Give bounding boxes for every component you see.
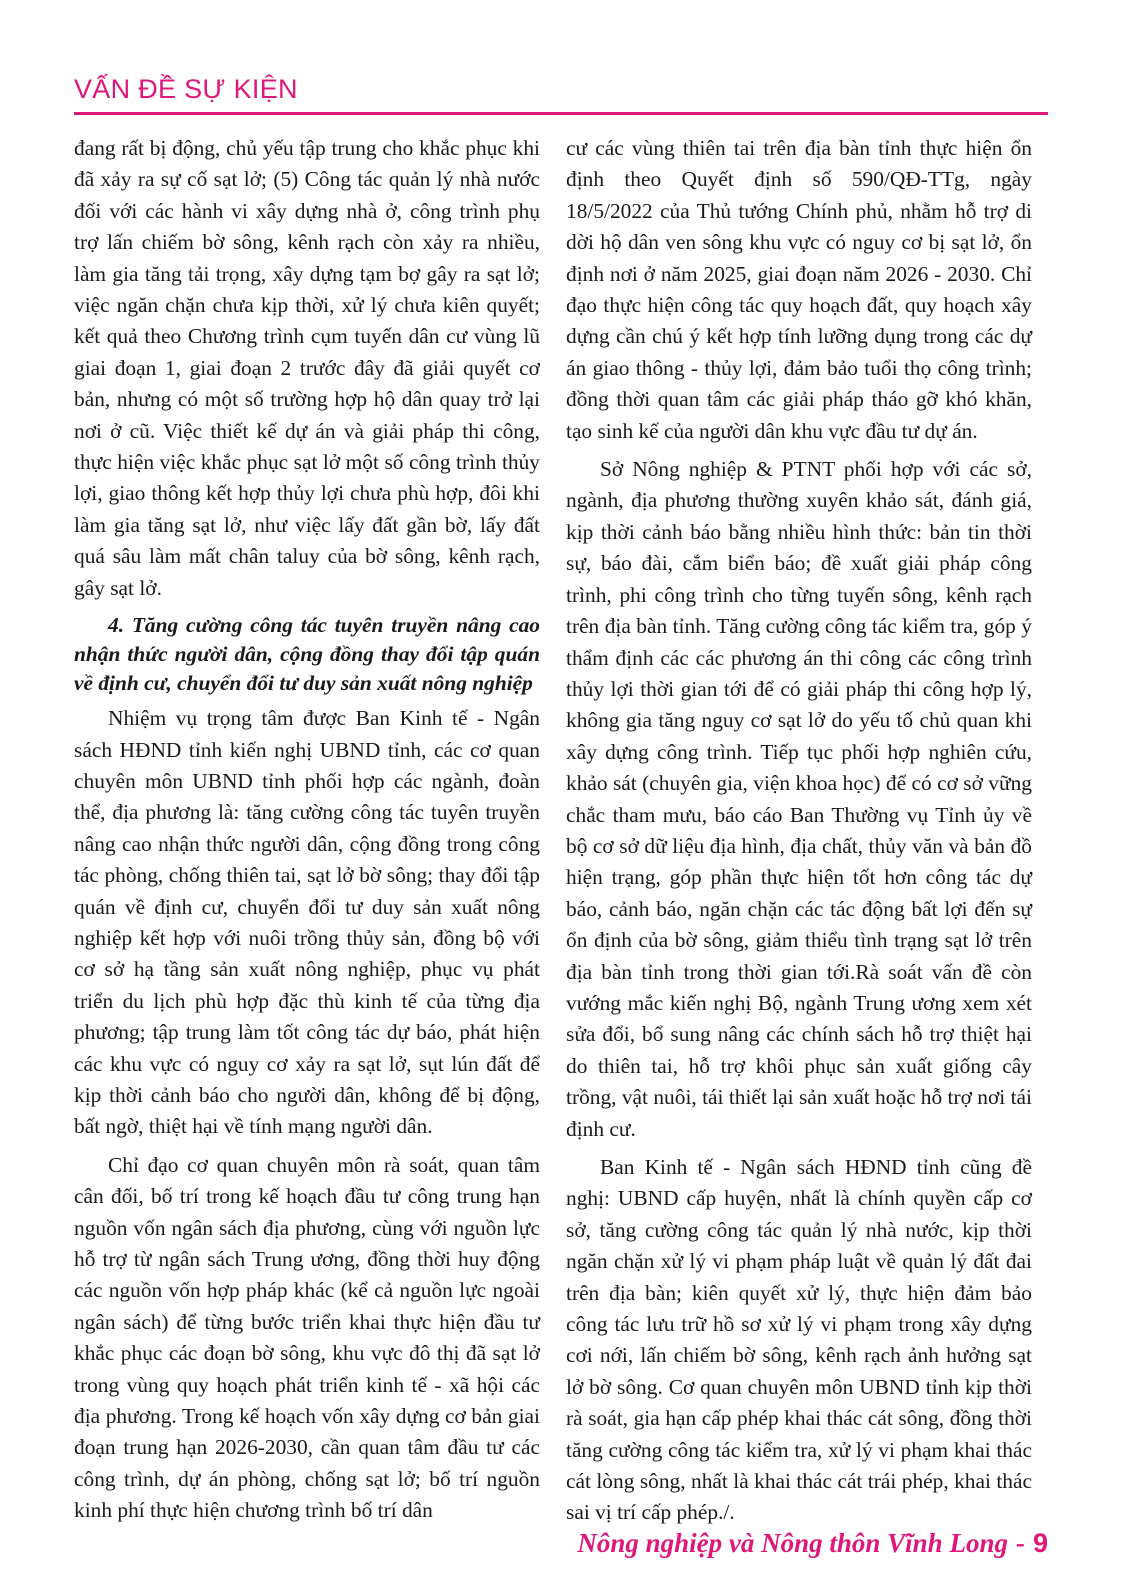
paragraph: Nhiệm vụ trọng tâm được Ban Kinh tế - Ngân sách HĐND tỉnh kiến nghị UBND tỉnh, các cơ quan chuyên môn UBND tỉnh phối hợp các ngành, đoàn thể, địa phương là: tăng cường công tác tuyên truyền nâng cao nhận thức người dân, cộng đồng trong công tác phòng, chống thiên tai, sạt lở bờ sông; thay đổi tập quán về định cư, chuyển đổi tư duy sản xuất nông nghiệp kết hợp với nuôi trồng thủy sản, đồng bộ với cơ sở hạ tầng sản xuất nông nghiệp, phục vụ phát triển du lịch phù hợp đặc thù kinh tế của từng địa phương; tập trung làm tốt công tác dự báo, phát hiện các khu vực có nguy cơ xảy ra sạt lở, sụt lún đất để kịp thời cảnh báo cho người dân, không để bị động, bất ngờ, thiệt hại về tính mạng người dân. [74, 706, 540, 1139]
paragraph: Sở Nông nghiệp & PTNT phối hợp với các sở, ngành, địa phương thường xuyên khảo sát, đánh giá, kịp thời cảnh báo bằng nhiều hình thức: bản tin thời sự, báo đài, cắm biển báo; đề xuất giải pháp công trình, phi công trình cho từng tuyến sông, kênh rạch trên địa bàn tỉnh. Tăng cường công tác kiểm tra, góp ý thẩm định các các phương án thi công các công trình thủy lợi thời gian tới để có giải pháp thi công hợp lý, không gia tăng nguy cơ sạt lở do yếu tố chủ quan khi xây dựng công trình. Tiếp tục phối hợp nghiên cứu, khảo sát (chuyên gia, viện khoa học) để có cơ sở vững chắc tham mưu, báo cáo Ban Thường vụ Tỉnh ủy về bộ cơ sở dữ liệu địa hình, địa chất, thủy văn và bản đồ hiện trạng, góp phần thực hiện tốt hơn công tác dự báo, cảnh báo, ngăn chặn các tác động bất lợi đến sự ổn định của bờ sông, giảm thiểu tình trạng sạt lở trên địa bàn tỉnh trong thời gian tới.Rà soát vấn đề còn vướng mắc kiến nghị Bộ, ngành Trung ương xem xét sửa đổi, bổ sung nâng các chính sách hỗ trợ thiệt hại do thiên tai, hỗ trợ khôi phục sản xuất giống cây trồng, vật nuôi, tái thiết lại sản xuất hoặc hỗ trợ nơi tái định cư. [566, 457, 1032, 1141]
paragraph: Chỉ đạo cơ quan chuyên môn rà soát, quan tâm cân đối, bố trí trong kế hoạch đầu tư công trung hạn nguồn vốn ngân sách địa phương, cùng với nguồn lực hỗ trợ từ ngân sách Trung ương, đồng thời huy động các nguồn vốn hợp pháp khác (kể cả nguồn lực ngoài ngân sách) để từng bước triển khai thực hiện đầu tư khắc phục các đoạn bờ sông, khu vực đô thị đã sạt lở trong vùng quy hoạch phát triển kinh tế - xã hội các địa phương. Trong kế hoạch vốn xây dựng cơ bản giai đoạn trung hạn 2026-2030, cần quan tâm đầu tư các công trình, dự án phòng, chống sạt lở; bố trí nguồn kinh phí thực hiện chương trình bố trí dân [74, 1152, 540, 1523]
paragraph: cư các vùng thiên tai trên địa bàn tỉnh thực hiện ổn định theo Quyết định số 590/QĐ-TTg, ngày 18/5/2022 của Thủ tướng Chính phủ, nhằm hỗ trợ di dời hộ dân ven sông khu vực có nguy cơ bị sạt lở, ổn định nơi ở năm 2025, giai đoạn năm 2026 - 2030. Chỉ đạo thực hiện công tác quy hoạch đất, quy hoạch xây dựng cần chú ý kết hợp tính lưỡng dụng trong các dự án giao thông - thủy lợi, đảm bảo tuổi thọ công trình; đồng thời quan tâm các giải pháp tháo gỡ khó khăn, tạo sinh kế của người dân khu vực đầu tư dự án. [566, 136, 1032, 443]
footer-separator: - [1015, 1528, 1025, 1558]
publication-name: Nông nghiệp và Nông thôn Vĩnh Long [577, 1528, 1008, 1558]
page-number: 9 [1032, 1528, 1048, 1558]
paragraph: đang rất bị động, chủ yếu tập trung cho khắc phục khi đã xảy ra sự cố sạt lở; (5) Công tác quản lý nhà nước đối với các hành vi xây dựng nhà ở, công trình phụ trợ lấn chiếm bờ sông, kênh rạch còn xảy ra nhiều, làm gia tăng tải trọng, xây dựng tạm bợ gây ra sạt lở; việc ngăn chặn chưa kịp thời, xử lý chưa kiên quyết; kết quả theo Chương trình cụm tuyến dân cư vùng lũ giai đoạn 1, giai đoạn 2 trước đây đã giải quyết cơ bản, nhưng có một số trường hợp hộ dân quay trở lại nơi ở cũ. Việc thiết kế dự án và giải pháp thi công, thực hiện việc khắc phục sạt lở một số công trình thủy lợi, giao thông kết hợp thủy lợi chưa phù hợp, đôi khi làm gia tăng sạt lở, như việc lấy đất gần bờ, lấy đất quá sâu làm mất chân taluy của bờ sông, kênh rạch, gây sạt lở. [74, 136, 540, 600]
right-column [566, 133, 1032, 1536]
section-title: VẤN ĐỀ SỰ KIỆN [74, 74, 298, 104]
subheading: 4. Tăng cường công tác tuyên truyền nâng cao nhận thức người dân, cộng đồng thay đổi tập quán về định cư, chuyển đổi tư duy sản xuất nông nghiệp [74, 613, 540, 696]
left-column [74, 133, 540, 1534]
paragraph: Ban Kinh tế - Ngân sách HĐND tỉnh cũng đề nghị: UBND cấp huyện, nhất là chính quyền cấp cơ sở, tăng cường công tác quản lý nhà nước, kịp thời ngăn chặn xử lý vi phạm pháp luật về quản lý đất đai trên địa bàn; kiên quyết xử lý, thực hiện đảm bảo công tác lưu trữ hồ sơ xử lý vi phạm trong xây dựng cơi nới, lấn chiếm bờ sông, kênh rạch ảnh hưởng sạt lở bờ sông. Cơ quan chuyên môn UBND tỉnh kịp thời rà soát, gia hạn cấp phép khai thác cát sông, đồng thời tăng cường công tác kiểm tra, xử lý vi phạm khai thác cát lòng sông, nhất là khai thác cát trái phép, khai thác sai vị trí cấp phép./. [566, 1155, 1032, 1525]
page-footer [577, 1528, 1048, 1559]
header-divider [74, 112, 1048, 115]
